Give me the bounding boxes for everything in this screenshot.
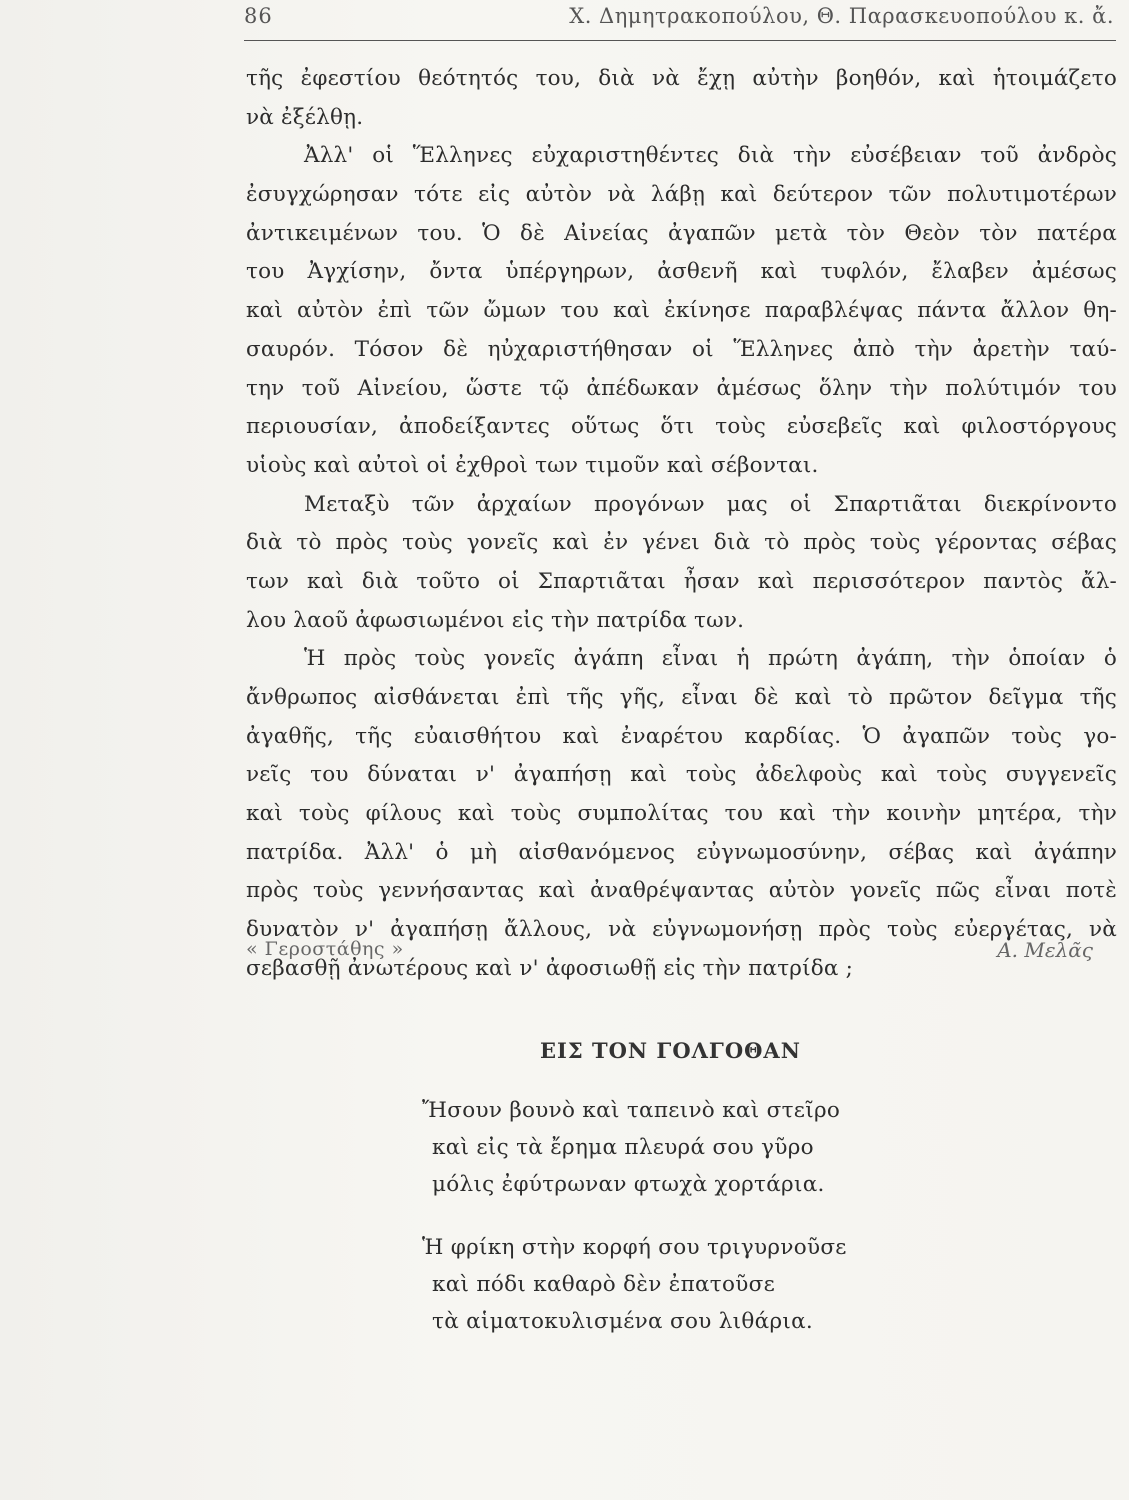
text-line: Ἡ πρὸς τοὺς γονεῖς ἀγάπη εἶναι ἡ πρώτη ἀγάπη, τὴν ὁποίαν ὁ xyxy=(304,646,1117,672)
poem-line: Ἤσουν βουνὸ καὶ ταπεινὸ καὶ στεῖρο xyxy=(422,1098,841,1123)
text-line: του Ἀγχίσην, ὄντα ὑπέργηρων, ἀσθενῆ καὶ τυφλόν, ἔλαβεν ἀμέσως xyxy=(246,259,1117,285)
text-line: περιουσίαν, ἀποδείξαντες οὕτως ὅτι τοὺς εὐσεβεῖς καὶ φιλοστόργους xyxy=(246,414,1117,440)
source-title: « Γεροστάθης » xyxy=(246,938,404,960)
page-header xyxy=(244,4,1114,34)
text-line: Μεταξὺ τῶν ἀρχαίων προγόνων μας οἱ Σπαρτιᾶται διεκρίνοντο xyxy=(304,491,1117,517)
prose-body xyxy=(246,60,1117,989)
text-line: καὶ τοὺς φίλους καὶ τοὺς συμπολίτας του καὶ τὴν κοινὴν μητέρα, τὴν xyxy=(246,801,1117,827)
poem-line: καὶ πόδι καθαρὸ δὲν ἐπατοῦσε xyxy=(432,1272,776,1297)
page-number: 86 xyxy=(244,4,273,28)
poem-line: καὶ εἰς τὰ ἔρημα πλευρά σου γῦρο xyxy=(432,1135,814,1160)
text-line: πρὸς τοὺς γεννήσαντας καὶ ἀναθρέψαντας αὐτὸν γονεῖς πῶς εἶναι ποτὲ xyxy=(246,878,1117,904)
poem xyxy=(422,1092,922,1366)
text-line: υἱοὺς καὶ αὐτοὶ οἱ ἐχθροὶ των τιμοῦν καὶ σέβονται. xyxy=(246,452,819,478)
text-line: των καὶ διὰ τοῦτο οἱ Σπαρτιᾶται ἦσαν καὶ περισσότερον παντὸς ἄλ- xyxy=(246,568,1117,594)
text-line: νὰ ἐξέλθῃ. xyxy=(246,104,364,130)
text-line: καὶ αὐτὸν ἐπὶ τῶν ὤμων του καὶ ἐκίνησε παραβλέψας πάντα ἄλλον θη- xyxy=(246,298,1117,324)
text-line: νεῖς του δύναται ν' ἀγαπήσῃ καὶ τοὺς ἀδελφοὺς καὶ τοὺς συγγενεῖς xyxy=(246,762,1117,788)
text-line: την τοῦ Αἰνείου, ὥστε τῷ ἀπέδωκαν ἀμέσως ὅλην τὴν πολύτιμόν του xyxy=(246,375,1117,401)
poem-line: μόλις ἐφύτρωναν φτωχὰ χορτάρια. xyxy=(432,1172,825,1197)
text-line: δυνατὸν ν' ἀγαπήσῃ ἄλλους, νὰ εὐγνωμονήσῃ πρὸς τοὺς εὐεργέτας, νὰ xyxy=(246,917,1117,943)
text-line: σαυρόν. Τόσον δὲ ηὐχαριστήθησαν οἱ Ἕλληνες ἀπὸ τὴν ἀρετὴν ταύ- xyxy=(246,336,1117,362)
header-rule xyxy=(244,40,1116,41)
text-line: ἀγαθῆς, τῆς εὐαισθήτου καὶ ἐναρέτου καρδίας. Ὁ ἀγαπῶν τοὺς γο- xyxy=(246,723,1117,749)
running-head: Χ. Δημητρακοπούλου, Θ. Παρασκευοπούλου κ. ἄ. xyxy=(569,4,1114,28)
poem-line: τὰ αἱματοκυλισμένα σου λιθάρια. xyxy=(432,1309,814,1334)
text-line: ἀντικειμένων του. Ὁ δὲ Αἰνείας ἀγαπῶν μετὰ τὸν Θεὸν τὸν πατέρα xyxy=(246,220,1117,246)
text-line: τῆς ἐφεστίου θεότητός του, διὰ νὰ ἔχῃ αὐτὴν βοηθόν, καὶ ἡτοιμάζετο xyxy=(246,66,1117,91)
text-line: σεβασθῇ ἀνωτέρους καὶ ν' ἀφοσιωθῇ εἰς τὴν πατρίδα ; xyxy=(246,955,854,981)
text-line: ἄνθρωπος αἰσθάνεται ἐπὶ τῆς γῆς, εἶναι δὲ καὶ τὸ πρῶτον δεῖγμα τῆς xyxy=(246,685,1117,710)
poem-stanza xyxy=(422,1092,922,1203)
attribution xyxy=(246,938,1117,968)
text-line: πατρίδα. Ἀλλ' ὁ μὴ αἰσθανόμενος εὐγνωμοσύνην, σέβας καὶ ἀγάπην xyxy=(246,839,1117,865)
poem-title: ΕΙΣ ΤΟΝ ΓΟΛΓΟΘΑΝ xyxy=(540,1038,801,1063)
poem-line: Ἡ φρίκη στὴν κορφή σου τριγυρνοῦσε xyxy=(422,1235,847,1260)
text-line: Ἀλλ' οἱ Ἕλληνες εὐχαριστηθέντες διὰ τὴν εὐσέβειαν τοῦ ἀνδρὸς xyxy=(304,143,1117,169)
text-line: λου λαοῦ ἀφωσιωμένοι εἰς τὴν πατρίδα των. xyxy=(246,607,745,633)
text-line: ἐσυγχώρησαν τότε εἰς αὐτὸν νὰ λάβῃ καὶ δεύτερον τῶν πολυτιμοτέρων xyxy=(246,182,1117,208)
author-name: Α. Μελᾶς xyxy=(997,938,1093,962)
text-line: διὰ τὸ πρὸς τοὺς γονεῖς καὶ ἐν γένει διὰ τὸ πρὸς τοὺς γέροντας σέβας xyxy=(246,530,1117,556)
poem-stanza xyxy=(422,1229,922,1340)
